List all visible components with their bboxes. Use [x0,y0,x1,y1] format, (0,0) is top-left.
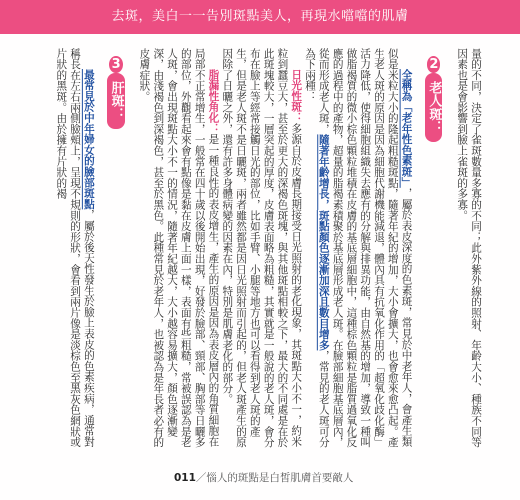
body-paragraph [53,48,94,454]
paragraph-text: 是一種良性的表皮增生，產生的原因是因為表皮層內的角質細胞在局部不正常增生，一般常在四十歲以後開始出現，好發於臉部、頸部、胸部等日曬多的部位，外觀看起來會有點像是黏在皮膚上面一樣，表面有些粗糙，常被誤認為是老人斑，會出現斑點大小不一的情況，隨著年紀越大，大小越容易擴大，顏色逐漸變深，由淺褐色到深褐色，甚至於黑色。此種常見於老年人，也被認為是年長者必有的皮膚症狀。 [138,48,220,448]
section-title [421,48,447,454]
body-paragraph [137,48,220,454]
page-banner: 去斑，美白一一告別斑點美人，再現水噹噹的肌膚 [0,0,520,34]
vertical-text-body [52,48,482,454]
paragraph-text: ，屬於表皮深度的色素斑，常見於中老年人，會產生類似是米粒大小的隆起粗糙斑點，隨著年紀的增加，大小會擴大，也會愈來愈凸起。產生老人斑的原因是因為細胞代謝機能減退，體內具有抗氧化作用的「超氧化歧化酶」活力降低，使得細胞組織失去應有的分解與排異功能，由自然基的增加，導致一種叫做脂褐質的微小棕色顆粒堆積在皮膚的基底層細胞中，這種棕色顆粒是脂質過氧化反應的過程中的產物，超量的脂褐素積聚於基底層形成老人斑。在臉部細胞基底層內，從而形成老人斑， [317,48,413,448]
section-title [103,48,129,454]
highlight-term: 隨著年齡增長， [317,134,330,211]
paragraph-text: ，常見的老人斑可分為下兩種： [304,48,330,448]
page-number: 011 [174,472,196,484]
section-number-badge: 2 [427,56,441,73]
section-title-label: 肝斑： [107,73,125,129]
page-footer [174,470,353,485]
body-paragraph [219,48,302,454]
footer-slash: ／ [195,472,207,484]
paragraph-text: 多源自於皮膚長期接受日光照射的老化現象，其斑點大小不一，約米粒到蠶豆大，甚至於更大的深褐色斑塊，與其他斑點相較之下，最大的不同處是在於此斑塊較大，一層突起的厚度，皮膚表面略為粗糙，其實就是一般說的老人斑，會分布在臉上等經常接觸日光的部位，比如手臂、小腿等地方也可以看得到老人斑的產生，但是老人斑不是日曬斑，兩者雖然都是因日光照射而引起的，但老人斑產生的原因除了日曬之外，還有許多身體病變的因素在內，特別是肌膚老化的部分。 [221,48,303,448]
section-title-label: 老人斑： [425,73,443,142]
section-number-badge: 3 [109,56,123,73]
subtype-label: 脂漏性角化： [207,69,220,134]
running-title: 惱人的斑點是白皙肌膚首要敵人 [206,472,354,484]
body-paragraph [302,48,412,454]
body-paragraph: 量的不同，決定了雀斑數量多寡的不同；此外紫外線的照射、年齡大小、種族不同等因素也是會影響到臉上雀斑的多寡。 [456,48,482,448]
subtype-label: 日光性斑： [290,69,303,124]
highlight-term: 全稱為「老年性色素斑」 [400,69,413,188]
paragraph-text: ，屬於後天性發生於臉上表皮的色素疾病，通常對稱長在左右兩側臉頰上，呈現不規則的形狀，會看到兩片像是淡棕色至黑灰色網狀或片狀的黑斑。由於擁有片狀的褐 [55,48,95,448]
highlight-term: 最常見於中年婦女的臉部斑點 [82,69,95,210]
highlight-term: 斑點顏色逐漸加深且數目增多 [317,210,330,351]
